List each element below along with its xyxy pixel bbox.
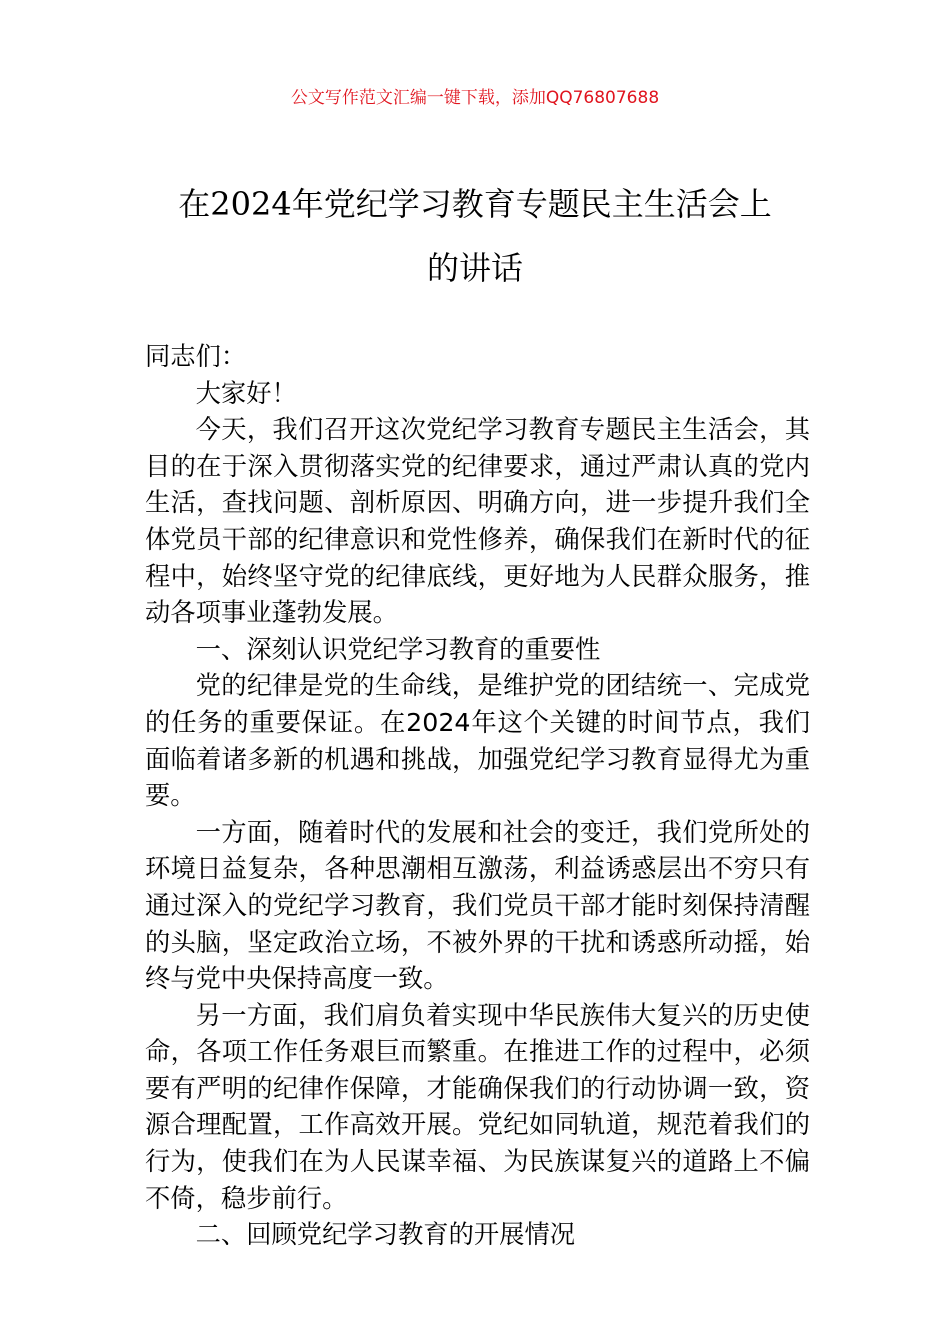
section-heading: 一、深刻认识党纪学习教育的重要性 bbox=[195, 634, 601, 664]
section-heading: 二、回顾党纪学习教育的开展情况 bbox=[195, 1220, 576, 1250]
document-title bbox=[120, 172, 830, 300]
paragraph: 另一方面，我们肩负着实现中华民族伟大复兴的历史使命，各项工作任务艰巨而繁重。在推进工作的过程中，必须要有严明的纪律作保障，才能确保我们的行动协调一致，资源合理配置，工作高效开展。党纪如同轨道，规范着我们的行为，使我们在为人民谋幸福、为民族谋复兴的道路上不偏不倚，稳步前行。 bbox=[145, 1000, 810, 1213]
paragraph: 大家好！ bbox=[195, 378, 297, 408]
title-line-1: 在2024年党纪学习教育专题民主生活会上 bbox=[178, 185, 772, 223]
title-line-2: 的讲话 bbox=[426, 249, 523, 287]
paragraph: 党的纪律是党的生命线，是维护党的团结统一、完成党的任务的重要保证。在2024年这个关键的时间节点，我们面临着诸多新的机遇和挑战，加强党纪学习教育显得尤为重要。 bbox=[145, 671, 810, 811]
watermark-banner: 公文写作范文汇编一键下载，添加QQ76807688 bbox=[290, 88, 660, 108]
salutation: 同志们： bbox=[145, 342, 247, 371]
paragraph: 一方面，随着时代的发展和社会的变迁，我们党所处的环境日益复杂，各种思潮相互激荡，利益诱惑层出不穷只有通过深入的党纪学习教育，我们党员干部才能时刻保持清醒的头脑，坚定政治立场，不被外界的干扰和诱惑所动摇，始终与党中央保持高度一致。 bbox=[145, 817, 810, 994]
paragraph: 今天，我们召开这次党纪学习教育专题民主生活会，其目的在于深入贯彻落实党的纪律要求，通过严肃认真的党内生活，查找问题、剖析原因、明确方向，进一步提升我们全体党员干部的纪律意识和党性修养，确保我们在新时代的征程中，始终坚守党的纪律底线，更好地为人民群众服务，推动各项事业蓬勃发展。 bbox=[145, 415, 810, 628]
document-body bbox=[145, 339, 810, 1254]
